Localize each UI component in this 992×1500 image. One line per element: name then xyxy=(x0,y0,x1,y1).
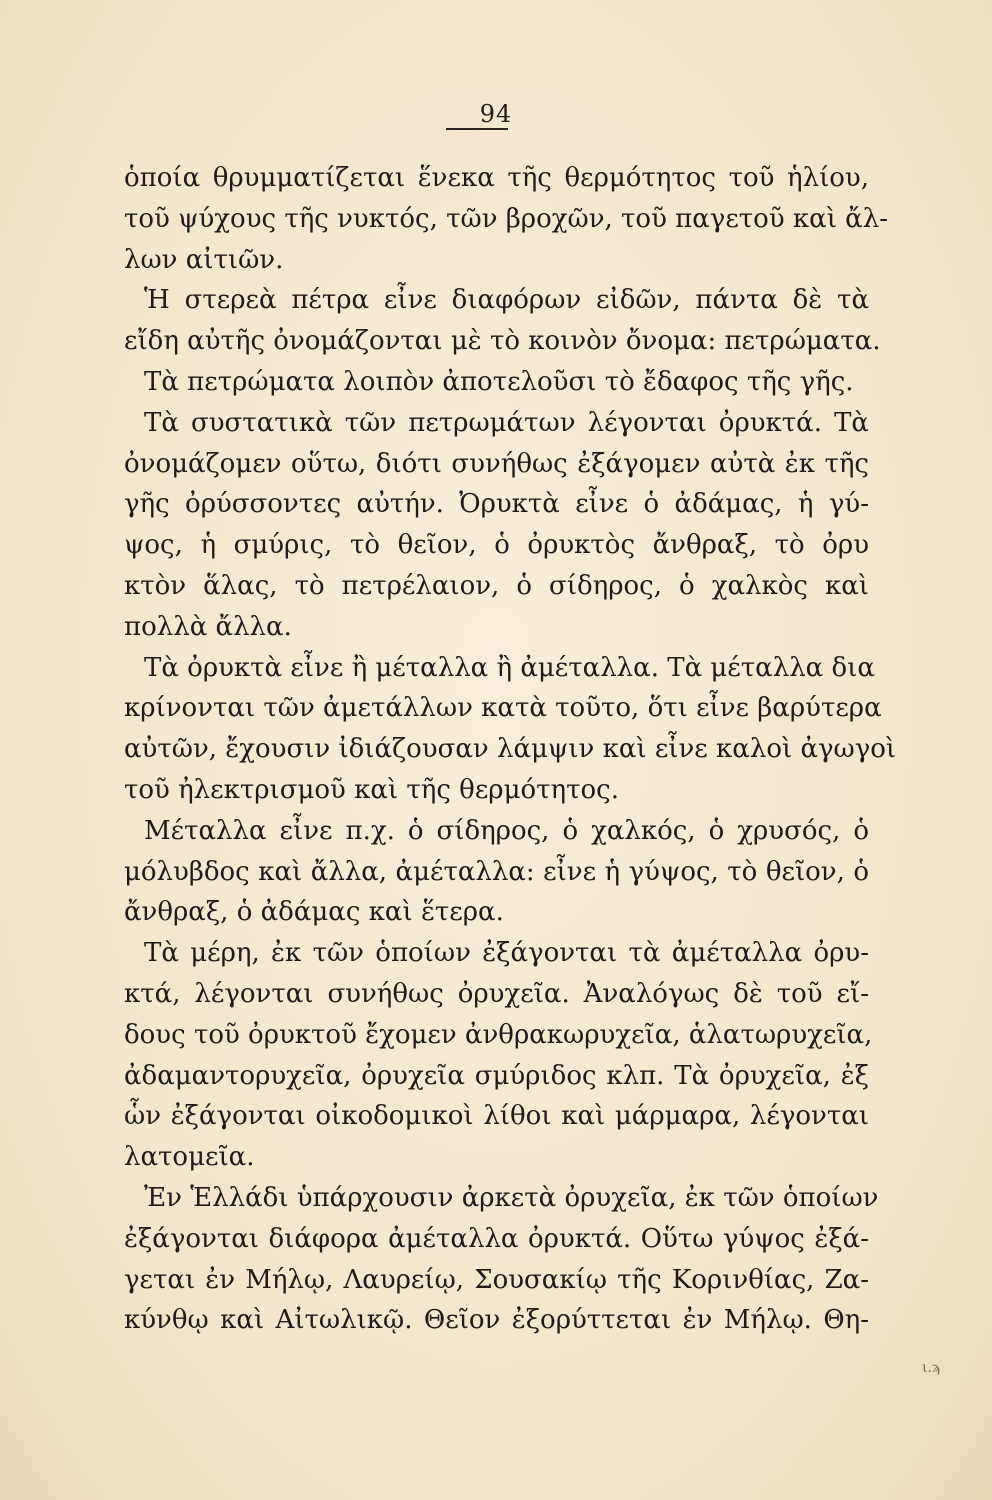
text-line-content: τοῦ ἠλεκτρισμοῦ καὶ τῆς θερμότητος. xyxy=(124,774,619,805)
text-line xyxy=(124,1178,879,1219)
text-line-content: μόλυβδος καὶ ἄλλα, ἀμέταλλα: εἶνε ἡ γύψος, τὸ θεῖον, ὁ xyxy=(124,856,869,887)
text-line-content: Τὰ μέρη, ἐκ τῶν ὁποίων ἐξάγονται τὰ ἀμέταλλα ὀρυ- xyxy=(144,938,869,969)
page-number-rule xyxy=(446,128,508,130)
text-line xyxy=(124,484,869,525)
text-line-content: λων αἰτιῶν. xyxy=(124,244,284,275)
text-line xyxy=(124,1300,869,1341)
text-line-content: τοῦ ψύχους τῆς νυκτός, τῶν βροχῶν, τοῦ παγετοῦ καὶ ἄλ- xyxy=(124,203,888,234)
text-line-content: εἴδη αὐτῆς ὀνομάζονται μὲ τὸ κοινὸν ὄνομα: πετρώματα. xyxy=(124,326,881,357)
text-line-content: Ἐν Ἑλλάδι ὑπάρχουσιν ἀρκετὰ ὀρυχεῖα, ἐκ τῶν ὁποίων xyxy=(144,1182,879,1213)
text-line xyxy=(124,852,869,893)
text-line xyxy=(124,1260,869,1301)
text-line xyxy=(124,648,875,689)
text-line-content: ὧν ἐξάγονται οἰκοδομικοὶ λίθοι καὶ μάρμαρα, λέγονται xyxy=(124,1101,869,1132)
body-text xyxy=(124,158,897,1341)
text-line-content: ὀνομάζομεν οὕτω, διότι συνήθως ἐξάγομεν αὐτὰ ἐκ τῆς xyxy=(124,448,869,479)
text-line-content: ἀδαμαντορυχεῖα, ὀρυχεῖα σμύριδος κλπ. Τὰ ὀρυχεῖα, ἐξ xyxy=(124,1060,869,1091)
text-line xyxy=(124,974,869,1015)
text-line xyxy=(124,566,869,607)
text-line-content: Τὰ πετρώματα λοιπὸν ἀποτελοῦσι τὸ ἔδαφος τῆς γῆς. xyxy=(144,366,854,397)
text-line-content: κτὸν ἅλας, τὸ πετρέλαιον, ὁ σίδηρος, ὁ χαλκὸς καὶ xyxy=(124,570,869,601)
text-line-content: πολλὰ ἄλλα. xyxy=(124,611,292,642)
text-line xyxy=(124,1137,869,1178)
text-line xyxy=(124,525,869,566)
text-line-content: Τὰ ὀρυκτὰ εἶνε ἢ μέταλλα ἢ ἀμέταλλα. Τὰ μέταλλα δια xyxy=(144,652,875,683)
text-line xyxy=(124,199,888,240)
text-line-content: Ἡ στερεὰ πέτρα εἶνε διαφόρων εἰδῶν, πάντα δὲ τὰ xyxy=(144,285,869,316)
text-line-content: γεται ἐν Μήλῳ, Λαυρείῳ, Σουσακίῳ τῆς Κορινθίας, Ζα- xyxy=(124,1264,869,1295)
text-line xyxy=(124,158,869,199)
text-line-content: ὁποία θρυμματίζεται ἕνεκα τῆς θερμότητος τοῦ ἡλίου, xyxy=(124,163,869,193)
text-line-content: αὐτῶν, ἔχουσιν ἰδιάζουσαν λάμψιν καὶ εἶνε καλοὶ ἀγωγοὶ xyxy=(124,734,897,765)
text-line xyxy=(124,403,869,444)
corner-mark: ι.ϡ xyxy=(921,1360,940,1376)
text-line-content: κρίνονται τῶν ἀμετάλλων κατὰ τοῦτο, ὅτι εἶνε βαρύτερα xyxy=(124,693,882,724)
text-line-content: κτά, λέγονται συνήθως ὀρυχεῖα. Ἀναλόγως δὲ τοῦ εἴ- xyxy=(124,978,869,1009)
text-line xyxy=(124,892,869,933)
text-line xyxy=(124,688,882,729)
text-line xyxy=(124,729,897,770)
page-number: 94 xyxy=(479,100,513,128)
text-line xyxy=(124,280,869,321)
text-line xyxy=(124,1015,873,1056)
text-line xyxy=(124,770,869,811)
text-line xyxy=(124,240,869,281)
text-line xyxy=(124,444,869,485)
text-line xyxy=(124,1219,869,1260)
text-line xyxy=(124,933,869,974)
text-line xyxy=(124,607,869,648)
text-line-content: Τὰ συστατικὰ τῶν πετρωμάτων λέγονται ὀρυκτά. Τὰ xyxy=(144,407,869,438)
text-line-content: ἐξάγονται διάφορα ἀμέταλλα ὀρυκτά. Οὕτω γύψος ἐξά- xyxy=(124,1223,869,1254)
text-line xyxy=(124,811,869,852)
text-line-content: Μέταλλα εἶνε π.χ. ὁ σίδηρος, ὁ χαλκός, ὁ χρυσός, ὁ xyxy=(144,815,869,846)
text-line-content: δους τοῦ ὀρυκτοῦ ἔχομεν ἀνθρακωρυχεῖα, ἁλατωρυχεῖα, xyxy=(124,1019,873,1050)
text-line xyxy=(124,362,869,403)
text-line-content: ἄνθραξ, ὁ ἀδάμας καὶ ἕτερα. xyxy=(124,897,504,928)
text-line-content: κύνθῳ καὶ Αἰτωλικῷ. Θεῖον ἐξορύττεται ἐν Μήλῳ. Θη- xyxy=(124,1305,869,1336)
text-line-content: λατομεῖα. xyxy=(124,1142,255,1173)
text-line-content: γῆς ὀρύσσοντες αὐτήν. Ὀρυκτὰ εἶνε ὁ ἀδάμας, ἡ γύ- xyxy=(124,489,869,520)
text-line-content: ψος, ἡ σμύρις, τὸ θεῖον, ὁ ὀρυκτὸς ἄνθραξ, τὸ ὀρυ xyxy=(124,530,869,561)
text-line xyxy=(124,1096,869,1137)
text-line xyxy=(124,321,881,362)
text-line xyxy=(124,1056,869,1097)
